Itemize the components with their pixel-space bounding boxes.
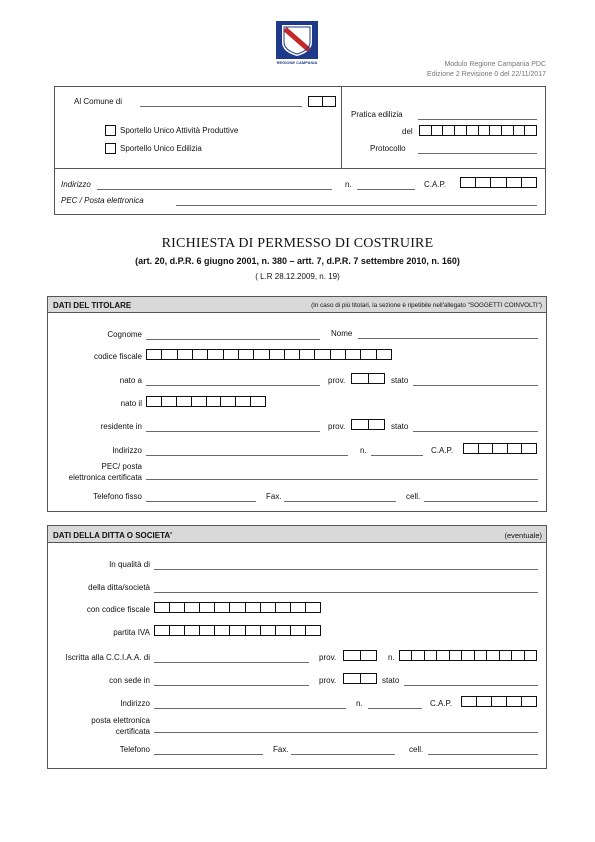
- ditta-n-field[interactable]: [368, 708, 422, 709]
- region-logo: [272, 20, 322, 70]
- ditta-tel-label: Telefono: [119, 745, 150, 754]
- ditta-header-note: (eventuale): [504, 531, 542, 540]
- cciaa-prov-boxes[interactable]: [343, 650, 377, 661]
- nato-a-label: nato a: [119, 376, 142, 385]
- ditta-n-label: n.: [356, 699, 363, 708]
- module-edition-line2: Edizione 2 Revisione 0 del 22/11/2017: [427, 71, 546, 78]
- nato-il-boxes[interactable]: [146, 396, 266, 407]
- tit-fax-field[interactable]: [284, 501, 396, 502]
- tit-pec-label-1: PEC/ posta: [101, 462, 142, 471]
- top-cap-boxes[interactable]: [460, 177, 537, 188]
- top-pec-field[interactable]: [176, 205, 537, 206]
- ditta-tel-field[interactable]: [154, 754, 263, 755]
- suap-checkbox[interactable]: [105, 125, 116, 136]
- ditta-cf-boxes[interactable]: [154, 602, 321, 613]
- residente-field[interactable]: [146, 431, 320, 432]
- ditta-fax-label: Fax.: [273, 745, 289, 754]
- ditta-pec-label-1: posta elettronica: [91, 716, 150, 725]
- cf-label: codice fiscale: [93, 352, 142, 361]
- nato-a-field[interactable]: [146, 385, 320, 386]
- tit-tel-field[interactable]: [146, 501, 256, 502]
- comune-label: Al Comune di: [74, 97, 123, 106]
- residente-label: residente in: [100, 422, 142, 431]
- pratica-date-boxes[interactable]: [419, 125, 537, 136]
- suap-label: Sportello Unico Attività Produttive: [120, 126, 239, 135]
- titolare-header-note: (In caso di più titolari, la sezione è ripetibile nell'allegato "SOGGETTI COINVOLTI"): [311, 302, 542, 309]
- module-edition-line1: Modulo Regione Campania PDC: [444, 61, 546, 68]
- sede-label: con sede in: [109, 676, 150, 685]
- res-stato-field[interactable]: [413, 431, 538, 432]
- titolare-header-title: DATI DEL TITOLARE: [53, 301, 132, 310]
- ditta-cell-field[interactable]: [428, 754, 538, 755]
- tit-tel-label: Telefono fisso: [93, 492, 142, 501]
- iva-boxes[interactable]: [154, 625, 321, 636]
- sue-checkbox[interactable]: [105, 143, 116, 154]
- iva-label: partita IVA: [113, 628, 150, 637]
- pratica-label: Pratica edilizia: [351, 110, 403, 119]
- document-subtitle: (art. 20, d.P.R. 6 giugno 2001, n. 380 – artt. 7, d.P.R. 7 settembre 2010, n. 160): [135, 256, 460, 266]
- sede-prov-label: prov.: [319, 676, 337, 685]
- del-label: del: [402, 127, 413, 136]
- tit-fax-label: Fax.: [266, 492, 282, 501]
- ditta-label: della ditta/società: [88, 583, 150, 592]
- comune-prov-boxes[interactable]: [308, 96, 336, 107]
- top-n-field[interactable]: [357, 189, 415, 190]
- ditta-fax-field[interactable]: [291, 754, 395, 755]
- cciaa-prov-label: prov.: [319, 653, 337, 662]
- document-title: RICHIESTA DI PERMESSO DI COSTRUIRE: [161, 236, 434, 251]
- nome-field[interactable]: [358, 338, 538, 339]
- sede-field[interactable]: [154, 685, 309, 686]
- box-divider-vertical: [341, 86, 342, 169]
- res-stato-label: stato: [391, 422, 409, 431]
- ditta-header-title: DATI DELLA DITTA O SOCIETA': [53, 531, 173, 540]
- cciaa-n-boxes[interactable]: [399, 650, 537, 661]
- cciaa-n-label: n.: [388, 653, 395, 662]
- ditta-cap-label: C.A.P.: [430, 699, 453, 708]
- ditta-field[interactable]: [154, 592, 538, 593]
- tit-indirizzo-label: Indirizzo: [112, 446, 142, 455]
- ditta-cap-boxes[interactable]: [461, 696, 537, 707]
- sue-label: Sportello Unico Edilizia: [120, 144, 202, 153]
- protocollo-field[interactable]: [418, 153, 537, 154]
- ditta-cf-label: con codice fiscale: [86, 605, 150, 614]
- tit-n-label: n.: [360, 446, 367, 455]
- protocollo-label: Protocollo: [370, 144, 406, 153]
- tit-cell-field[interactable]: [424, 501, 538, 502]
- top-cap-label: C.A.P.: [424, 180, 447, 189]
- tit-pec-label-2: elettronica certificata: [68, 473, 142, 482]
- tit-n-field[interactable]: [371, 455, 423, 456]
- res-prov-label: prov.: [328, 422, 346, 431]
- pratica-field[interactable]: [418, 119, 537, 120]
- ditta-pec-label-2: certificata: [115, 727, 150, 736]
- tit-pec-field[interactable]: [146, 479, 538, 480]
- tit-cap-boxes[interactable]: [463, 443, 537, 454]
- qualita-label: In qualità di: [109, 560, 150, 569]
- sede-stato-field[interactable]: [404, 685, 538, 686]
- ditta-indirizzo-field[interactable]: [154, 708, 346, 709]
- cognome-label: Cognome: [107, 330, 142, 339]
- sede-prov-boxes[interactable]: [343, 673, 377, 684]
- cciaa-label: Iscritta alla C.C.I.A.A. di: [65, 653, 150, 662]
- nato-prov-label: prov.: [328, 376, 346, 385]
- tit-cell-label: cell.: [406, 492, 421, 501]
- top-indirizzo-label: Indirizzo: [61, 180, 91, 189]
- cciaa-field[interactable]: [154, 662, 309, 663]
- cognome-field[interactable]: [146, 339, 320, 340]
- tit-indirizzo-field[interactable]: [146, 455, 348, 456]
- tit-cap-label: C.A.P.: [431, 446, 454, 455]
- nato-prov-boxes[interactable]: [351, 373, 385, 384]
- sede-stato-label: stato: [382, 676, 400, 685]
- nato-il-label: nato il: [120, 399, 142, 408]
- nato-stato-label: stato: [391, 376, 409, 385]
- top-indirizzo-field[interactable]: [97, 189, 332, 190]
- qualita-field[interactable]: [154, 569, 538, 570]
- top-n-label: n.: [345, 180, 352, 189]
- ditta-cell-label: cell.: [409, 745, 424, 754]
- nome-label: Nome: [331, 329, 353, 338]
- ditta-indirizzo-label: Indirizzo: [120, 699, 150, 708]
- nato-stato-field[interactable]: [413, 385, 538, 386]
- top-pec-label: PEC / Posta elettronica: [61, 196, 144, 205]
- comune-field[interactable]: [140, 106, 302, 107]
- ditta-pec-field[interactable]: [154, 732, 538, 733]
- box-divider-horizontal: [54, 168, 546, 169]
- logo-caption: REGIONE CAMPANIA: [276, 60, 318, 65]
- document-law-ref: ( L.R 28.12.2009, n. 19): [255, 272, 340, 281]
- cf-boxes[interactable]: [146, 349, 392, 360]
- res-prov-boxes[interactable]: [351, 419, 385, 430]
